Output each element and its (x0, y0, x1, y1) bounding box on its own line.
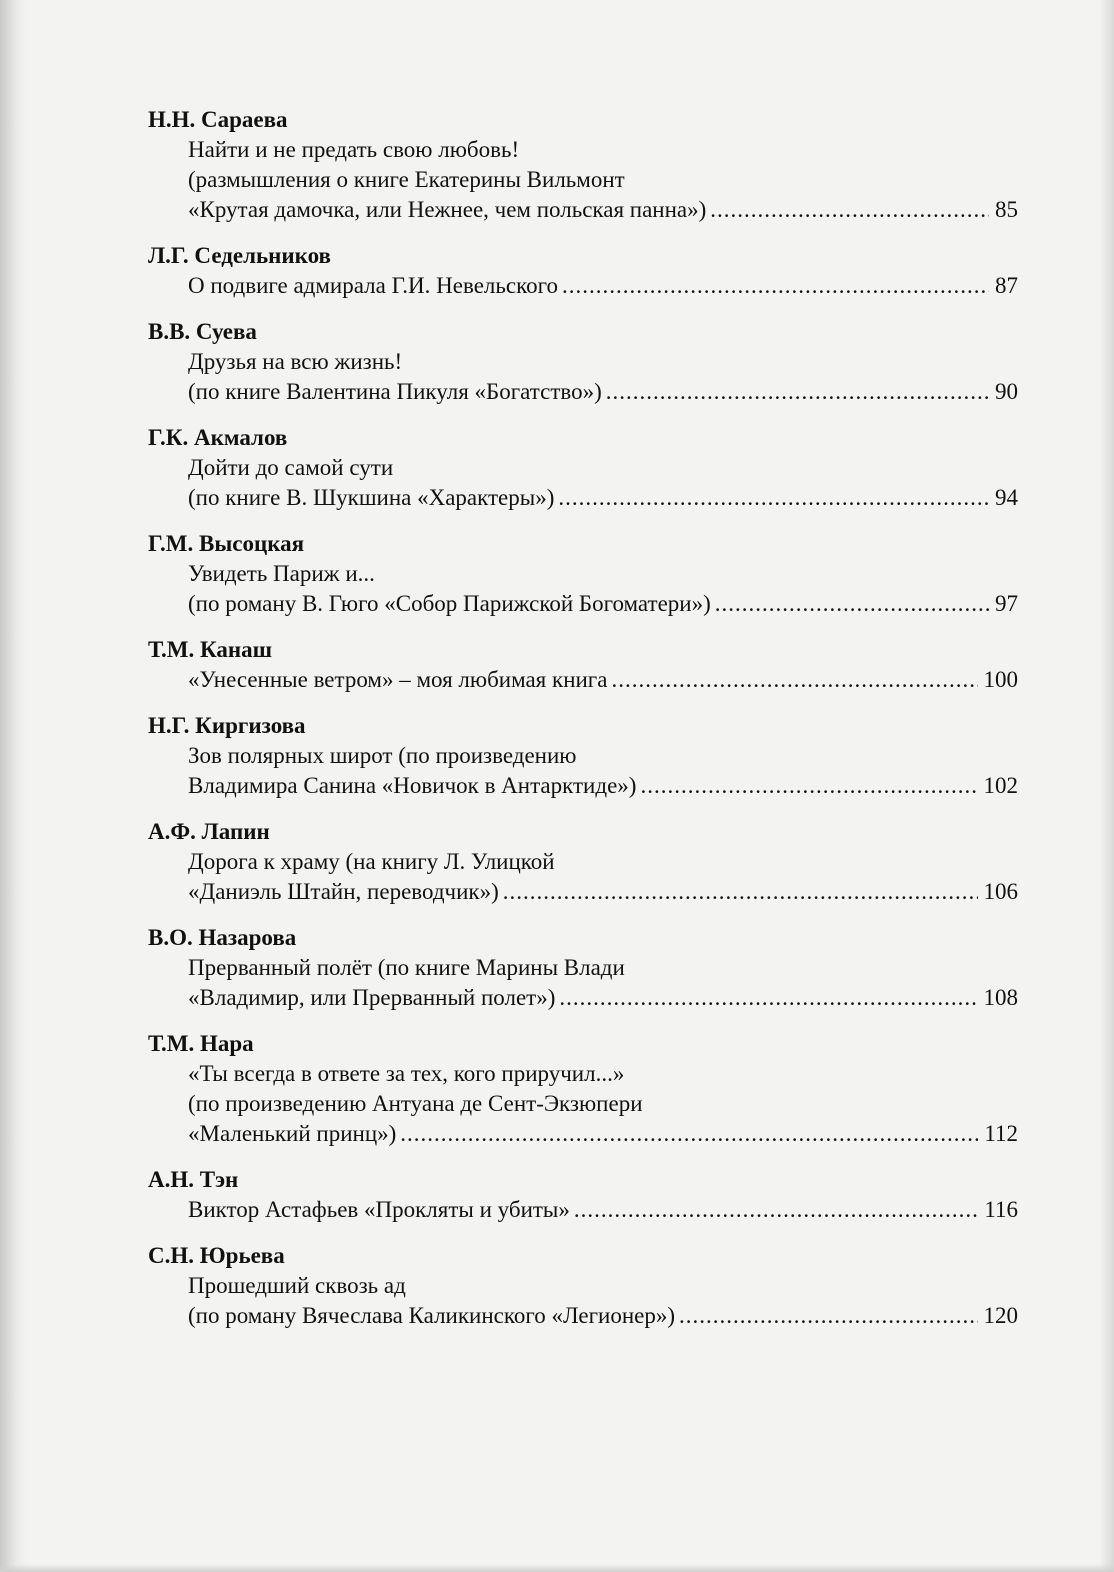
toc-entry-author: Н.Н. Сараева (148, 107, 288, 132)
toc-entry-title-text: (по роману Вячеслава Каликинского «Легионер») (188, 1303, 676, 1328)
toc-entry-page-number: 94 (995, 485, 1018, 510)
toc-entry (148, 241, 1018, 301)
toc-entry-title-line (148, 665, 1018, 695)
toc-entry-author: Г.М. Высоцкая (148, 531, 305, 556)
toc-entry-title-line: Прерванный полёт (по книге Марины Влади (188, 955, 625, 980)
dot-leader (558, 483, 989, 513)
table-of-contents (148, 105, 1018, 1347)
dot-leader (562, 271, 989, 301)
toc-entry-title-line: Друзья на всю жизнь! (188, 349, 403, 374)
toc-entry (148, 317, 1018, 407)
toc-entry-title-line: Прошедший сквозь ад (188, 1273, 406, 1298)
toc-entry-title-text: (по роману В. Гюго «Собор Парижской Богоматери») (188, 591, 711, 616)
toc-entry-title-line (148, 271, 1018, 301)
toc-entry-author: Л.Г. Седельников (148, 243, 331, 268)
toc-entry (148, 817, 1018, 907)
page-binding-shadow (0, 0, 26, 1572)
toc-entry-page-number: 97 (995, 591, 1018, 616)
page-edge-shadow (1100, 0, 1114, 1572)
toc-entry-title-text: Владимира Санина «Новичок в Антарктиде») (188, 773, 637, 798)
toc-entry-page-number: 102 (983, 773, 1018, 798)
toc-entry-author: А.Н. Тэн (148, 1167, 239, 1192)
toc-entry-title-text: (по книге В. Шукшина «Характеры») (188, 485, 555, 510)
toc-entry-page-number: 108 (983, 985, 1018, 1010)
toc-entry-author: Т.М. Канаш (148, 637, 273, 662)
dot-leader (611, 665, 977, 695)
toc-entry (148, 423, 1018, 513)
toc-entry-title-text: (по книге Валентина Пикуля «Богатство») (188, 379, 602, 404)
toc-entry-title-line (148, 377, 1018, 407)
toc-entry-page-number: 106 (983, 879, 1018, 904)
toc-entry-title-line: Увидеть Париж и... (188, 561, 375, 586)
toc-entry-title-line: Дорога к храму (на книгу Л. Улицкой (188, 849, 555, 874)
toc-entry-author: А.Ф. Лапин (148, 819, 270, 844)
dot-leader (574, 1195, 978, 1225)
dot-leader (400, 1119, 978, 1149)
toc-entry-author: С.Н. Юрьева (148, 1243, 285, 1268)
toc-entry (148, 1165, 1018, 1225)
toc-entry-author: В.О. Назарова (148, 925, 297, 950)
dot-leader (710, 195, 989, 225)
toc-entry-title-line: Найти и не предать свою любовь! (188, 137, 520, 162)
toc-entry-title-line: (размышления о книге Екатерины Вильмонт (188, 167, 625, 192)
toc-entry-title-line: Дойти до самой сути (188, 455, 394, 480)
dot-leader (640, 771, 977, 801)
toc-entry-page-number: 87 (995, 273, 1018, 298)
toc-entry-title-line (148, 483, 1018, 513)
toc-entry-title-text: Виктор Астафьев «Прокляты и убиты» (188, 1197, 570, 1222)
toc-entry-title-line (148, 1195, 1018, 1225)
toc-entry-page-number: 100 (983, 667, 1018, 692)
dot-leader (715, 589, 989, 619)
toc-entry (148, 711, 1018, 801)
toc-entry-title-line: (по произведению Антуана де Сент-Экзюпери (188, 1091, 643, 1116)
page-bottom-edge (0, 1564, 1114, 1572)
toc-entry-page-number: 85 (995, 197, 1018, 222)
toc-entry (148, 635, 1018, 695)
toc-entry-author: В.В. Суева (148, 319, 257, 344)
toc-entry (148, 1029, 1018, 1149)
toc-entry-title-line (148, 589, 1018, 619)
toc-entry-title-text: «Владимир, или Прерванный полет») (188, 985, 556, 1010)
toc-entry-title-line: Зов полярных широт (по произведению (188, 743, 577, 768)
toc-entry-title-text: «Унесенные ветром» – моя любимая книга (188, 667, 608, 692)
dot-leader (606, 377, 989, 407)
toc-entry-author: Т.М. Нара (148, 1031, 254, 1056)
dot-leader (679, 1301, 977, 1331)
toc-entry-author: Г.К. Акмалов (148, 425, 288, 450)
dot-leader (559, 983, 977, 1013)
toc-entry-page-number: 112 (984, 1121, 1018, 1146)
toc-entry (148, 105, 1018, 225)
toc-entry-page-number: 116 (984, 1197, 1018, 1222)
dot-leader (503, 877, 978, 907)
toc-entry-title-text: О подвиге адмирала Г.И. Невельского (188, 273, 558, 298)
toc-entry-title-line (148, 771, 1018, 801)
toc-entry-title-text: «Даниэль Штайн, переводчик») (188, 879, 499, 904)
toc-entry-title-line (148, 1119, 1018, 1149)
toc-entry-title-text: «Маленький принц») (188, 1121, 397, 1146)
toc-entry-author: Н.Г. Киргизова (148, 713, 306, 738)
toc-entry-title-line (148, 983, 1018, 1013)
toc-entry-page-number: 90 (995, 379, 1018, 404)
toc-entry-title-line (148, 1301, 1018, 1331)
toc-entry-title-line (148, 195, 1018, 225)
toc-entry (148, 923, 1018, 1013)
toc-entry-title-text: «Крутая дамочка, или Нежнее, чем польская панна») (188, 197, 707, 222)
toc-entry (148, 529, 1018, 619)
toc-entry-title-line: «Ты всегда в ответе за тех, кого приручил...» (188, 1061, 625, 1086)
toc-entry (148, 1241, 1018, 1331)
toc-entry-page-number: 120 (983, 1303, 1018, 1328)
toc-entry-title-line (148, 877, 1018, 907)
